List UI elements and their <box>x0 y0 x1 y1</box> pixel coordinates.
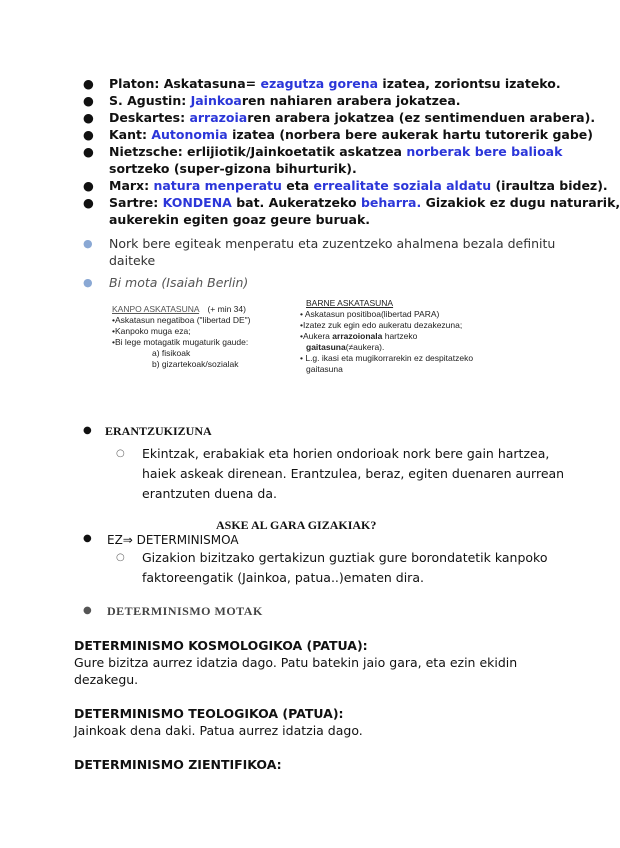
zientifikoa-section: DETERMINISMO ZIENTIFIKOA: <box>74 757 282 772</box>
teologikoa-section: DETERMINISMO TEOLOGIKOA (PATUA): Jainkoak dena daki. Patua aurrez idatzia dago. <box>74 706 363 738</box>
aske-title: ASKE AL GARA GIZAKIAK? <box>216 518 377 532</box>
barne-title: BARNE ASKATASUNA <box>306 298 394 308</box>
bullet-dot-icon: ● <box>83 237 93 250</box>
kanpo-askatasuna-box: KANPO ASKATASUNA (+ min 34) •Askatasun negatiboa ("libertad DE") •Kanpoko muga eza; •Bi lege motagatik mugaturik gaude: a) fisikoak b) gizartekoak/sozialak <box>112 304 251 369</box>
bullet-dot-icon: ● <box>83 276 93 289</box>
kosmologikoa-section: DETERMINISMO KOSMOLOGIKOA (PATUA): Gure bizitza aurrez idatzia dago. Patu batekin jaio gara, eta ezin ekidin dezakegu. <box>74 638 518 687</box>
kanpo-title: KANPO ASKATASUNA <box>112 304 200 314</box>
barne-askatasuna-box: BARNE ASKATASUNA • Askatasun positiboa(libertad PARA) •Izatez zuk egin edo aukeratu dezakezuna; •Aukera arrazoionala hartzeko gaitasuna(≠aukera). • L.g. ikasi eta mugikorrarekin ez despitatzeko gaitasuna <box>300 298 495 375</box>
